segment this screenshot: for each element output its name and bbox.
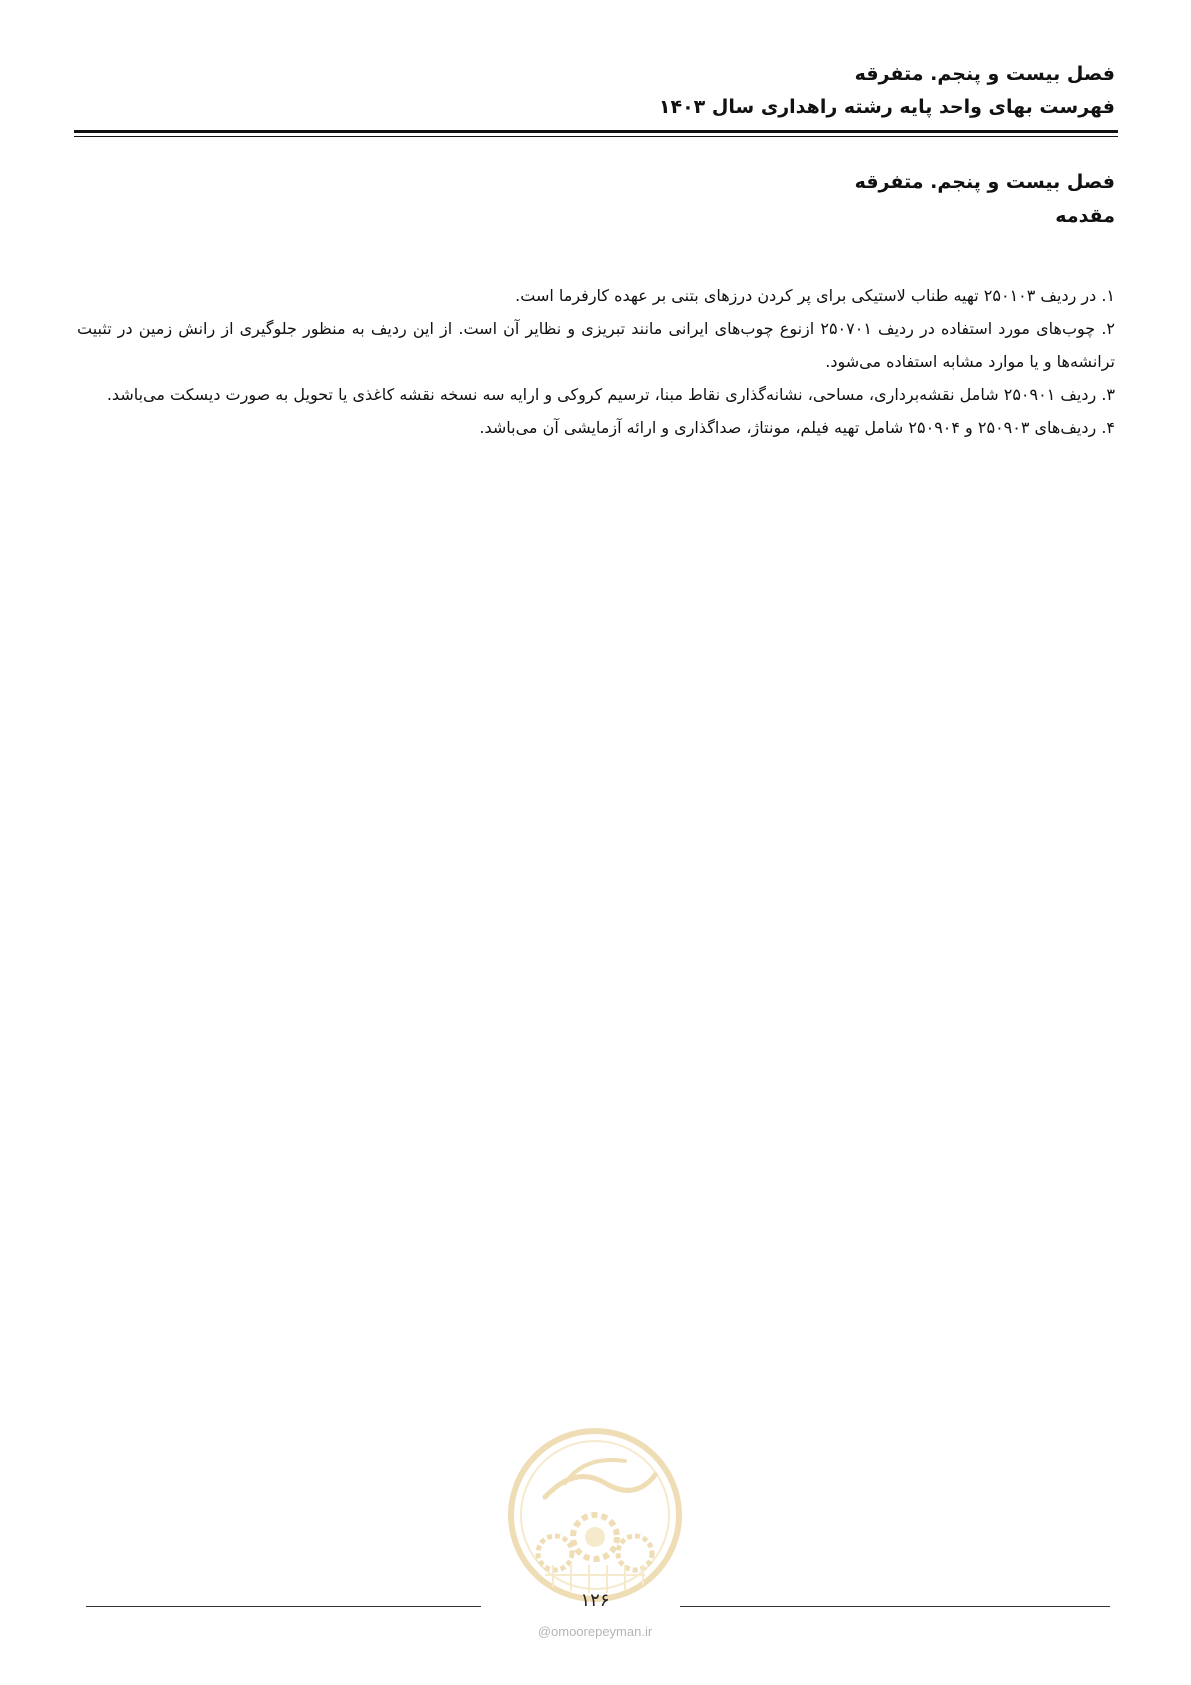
note-item: ۲. چوب‌های مورد استفاده در ردیف ۲۵۰۷۰۱ ازنوع چوب‌های ایرانی مانند تبریزی و نظایر آن است. از این ردیف به منظور جلوگیری از رانش زمین در تثبیت ترانشه‌ها و یا موارد مشابه استفاده می‌شود.	[77, 319, 1115, 371]
page-header	[75, 58, 1115, 124]
header-divider-thin	[74, 136, 1118, 137]
footer-divider-left	[86, 1606, 481, 1607]
note-item: ۳. ردیف ۲۵۰۹۰۱ شامل نقشه‌برداری، مساحی، نشانه‌گذاری نقاط مبنا، ترسیم کروکی و ارایه سه نسخه نقشه کاغذی یا تحویل به صورت دیسکت می‌باشد.	[106, 385, 1115, 404]
header-document-title: فهرست بهای واحد پایه رشته راهداری سال ۱۴۰۳	[658, 96, 1115, 118]
note-item: ۱. در ردیف ۲۵۰۱۰۳ تهیه طناب لاستیکی برای پر کردن درزهای بتنی بر عهده کارفرما است.	[515, 286, 1115, 305]
header-divider-thick	[74, 130, 1118, 133]
site-url: @omoorepeyman.ir	[537, 1624, 653, 1639]
notes-list	[77, 279, 1115, 444]
section-subtitle: مقدمه	[1055, 205, 1115, 227]
header-chapter-title: فصل بیست و پنجم. متفرقه	[854, 63, 1115, 85]
note-item: ۴. ردیف‌های ۲۵۰۹۰۳ و ۲۵۰۹۰۴ شامل تهیه فیلم، مونتاژ، صداگذاری و ارائه آزمایشی آن می‌باشد.	[479, 418, 1115, 437]
section-title: فصل بیست و پنجم. متفرقه	[854, 171, 1115, 193]
footer-divider-right	[680, 1606, 1110, 1607]
watermark-seal-icon	[505, 1425, 685, 1605]
section-heading	[75, 165, 1115, 233]
watermark-logo	[505, 1425, 685, 1605]
page-number: ۱۲۶	[580, 1590, 610, 1611]
